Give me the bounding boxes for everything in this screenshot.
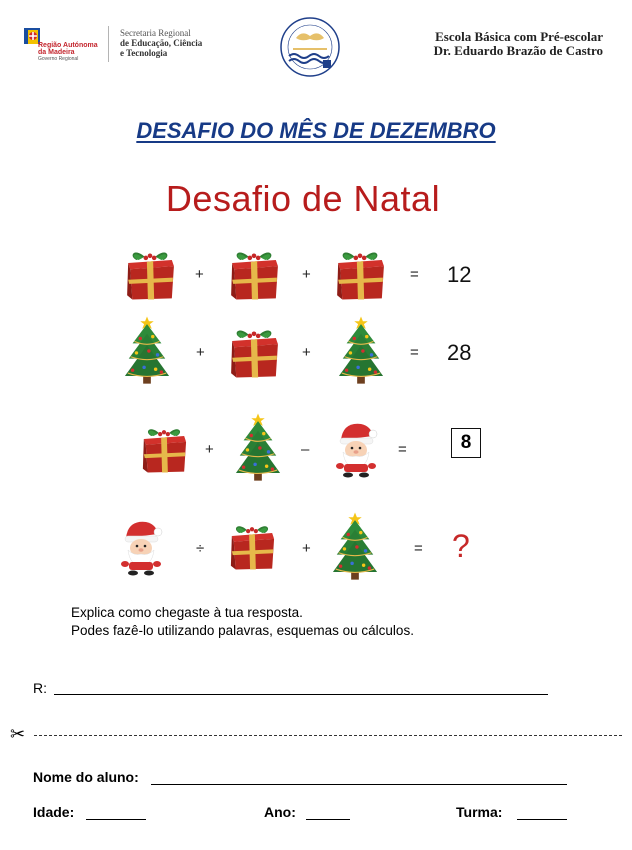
- secretaria-line-2: de Educação, Ciência: [120, 38, 203, 48]
- gift-icon: [228, 325, 280, 380]
- row-3-result-box: 8: [451, 428, 481, 458]
- christmas-tree-icon: [123, 312, 171, 390]
- plus-operator: +: [302, 344, 311, 361]
- equals-operator: =: [398, 441, 407, 458]
- divide-operator: ÷: [196, 540, 205, 557]
- row-1-result: 12: [447, 262, 472, 287]
- gift-icon: [228, 247, 280, 302]
- plus-operator: +: [196, 344, 205, 361]
- plus-operator: +: [302, 540, 311, 557]
- region-line-2: da Madeira: [38, 49, 75, 56]
- santa-claus-icon: [331, 418, 381, 478]
- page-subtitle: Desafio de Natal: [165, 178, 441, 219]
- region-sub: Governo Regional: [38, 56, 79, 62]
- age-label: Idade:: [33, 804, 75, 820]
- year-label: Ano:: [264, 804, 296, 820]
- year-field[interactable]: [306, 819, 350, 820]
- secretaria-line-3: e Tecnologia: [120, 48, 168, 58]
- plus-operator: +: [195, 266, 204, 283]
- student-name-label: Nome do aluno:: [33, 769, 139, 785]
- scissors-icon: ✂: [10, 724, 26, 744]
- school-name: [395, 30, 603, 58]
- answer-label: R:: [33, 680, 47, 696]
- equals-operator: =: [410, 344, 419, 361]
- answer-line[interactable]: [54, 694, 548, 695]
- plus-operator: +: [205, 441, 214, 458]
- secretaria-name: [120, 28, 202, 58]
- plus-operator: +: [302, 266, 311, 283]
- gift-icon: [228, 521, 276, 572]
- school-line-2: Dr. Eduardo Brazão de Castro: [433, 43, 603, 58]
- instruction-line-2: Podes fazê-lo utilizando palavras, esquemas ou cálculos.: [71, 623, 414, 638]
- equals-operator: =: [410, 266, 419, 283]
- page-title: [0, 118, 632, 144]
- class-label: Turma:: [456, 804, 503, 820]
- christmas-tree-icon: [234, 408, 282, 488]
- school-seal-logo: [273, 16, 347, 78]
- santa-claus-icon: [116, 516, 166, 576]
- gift-icon: [124, 247, 176, 302]
- gift-icon: [334, 247, 386, 302]
- header-divider: [108, 26, 109, 62]
- gift-icon: [140, 424, 188, 475]
- region-name: [38, 42, 98, 63]
- christmas-tree-icon: [331, 508, 379, 586]
- instruction-line-1: Explica como chegaste à tua resposta.: [71, 605, 303, 620]
- cut-line: [34, 735, 622, 736]
- secretaria-line-1: Secretaria Regional: [120, 28, 191, 38]
- student-name-field[interactable]: [151, 784, 567, 785]
- class-field[interactable]: [517, 819, 567, 820]
- equals-operator: =: [414, 540, 423, 557]
- unknown-answer: ?: [452, 528, 470, 564]
- minus-operator: –: [301, 441, 310, 458]
- school-line-1: Escola Básica com Pré-escolar: [435, 29, 603, 44]
- row-2-result: 28: [447, 340, 472, 365]
- instructions: [71, 604, 414, 640]
- age-field[interactable]: [86, 819, 146, 820]
- page-title-text: DESAFIO DO MÊS DE DEZEMBRO: [136, 118, 496, 143]
- region-line-1: Região Autónoma: [38, 42, 98, 49]
- christmas-tree-icon: [337, 312, 385, 390]
